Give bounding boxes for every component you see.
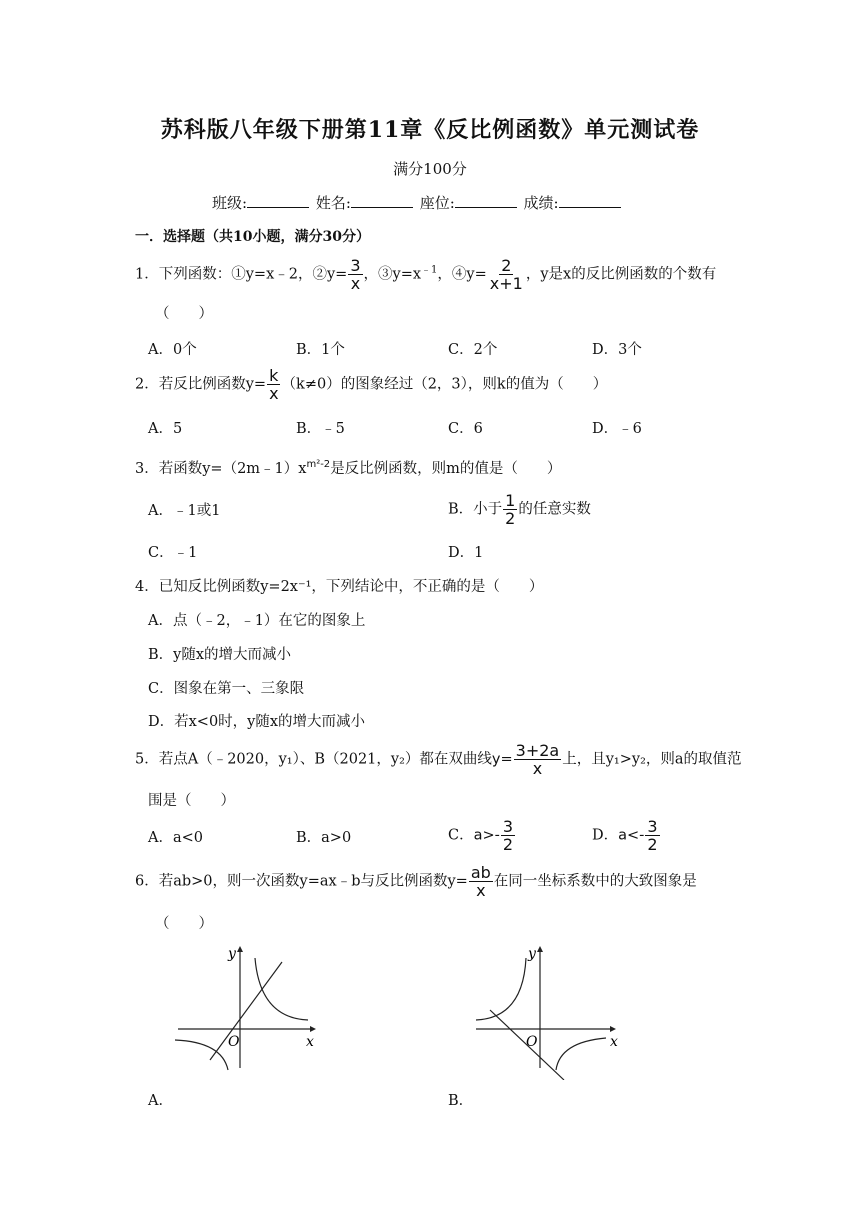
q5-opt-d-frac-num: 3 <box>647 817 658 836</box>
q3-text-a: 3．若函数y=（2m﹣1）x <box>135 461 307 477</box>
graph-b-y-arrow-icon <box>537 946 543 952</box>
graph-b-hyperbola-q4 <box>556 1038 606 1070</box>
graph-a-x-label: x <box>306 1034 314 1050</box>
q3-option-c[interactable]: C．﹣1 <box>148 545 198 561</box>
graph-a-origin-label: O <box>228 1034 240 1050</box>
q5-opt-c-frac-den: 2 <box>502 835 514 854</box>
q3-opt-b-fraction <box>503 492 517 527</box>
graph-b-hyperbola-q2 <box>476 958 526 1020</box>
q6-frac-den: x <box>476 881 486 900</box>
q6-paren: （ ） <box>155 916 213 932</box>
seat-label: 座位: <box>419 194 455 212</box>
q2-frac-den: x <box>269 384 279 403</box>
name-label: 姓名: <box>315 194 351 212</box>
q1-fraction-4 <box>488 257 525 292</box>
question-1-stem <box>135 257 716 292</box>
question-5-stem <box>135 742 742 777</box>
q3-opt-b-text-b: 的任意实数 <box>518 501 591 518</box>
score-blank <box>559 193 621 208</box>
q3-opt-b-frac-den: 2 <box>505 509 516 528</box>
graph-b-origin-label: O <box>526 1034 538 1050</box>
q5-opt-c-frac-num: 3 <box>502 817 514 836</box>
q6-option-b-label[interactable]: B． <box>448 1093 474 1109</box>
q6-fraction <box>469 864 493 899</box>
q1-option-a[interactable]: A．0个 <box>148 342 197 358</box>
q1-frac4-den: x+1 <box>489 274 523 293</box>
question-4-stem: 4．已知反比例函数y=2x⁻¹，下列结论中，不正确的是（ ） <box>135 579 544 595</box>
q1-frac2-num: 3 <box>350 256 361 275</box>
graph-a-hyperbola-q3 <box>175 1040 228 1070</box>
q6-option-a-label[interactable]: A． <box>148 1093 173 1109</box>
q3-exponent: m²-2 <box>306 459 331 471</box>
q6-graph-a[interactable] <box>170 940 330 1080</box>
q6-graph-b[interactable] <box>468 940 628 1080</box>
q1-func-1: y=x﹣2，② <box>245 266 327 283</box>
q5-text-a: 5．若点A（﹣2020，y₁）、B（2021，y₂）都在双曲线 <box>135 751 492 768</box>
class-blank <box>247 193 309 208</box>
q4-option-b[interactable]: B．y随x的增大而减小 <box>148 647 292 663</box>
page-subtitle: 满分100分 <box>393 160 467 178</box>
q1-frac2-den: x <box>350 274 361 293</box>
q5-frac-num: 3+2a <box>515 741 560 760</box>
q2-fraction <box>267 367 280 402</box>
question-6-stem <box>135 864 697 899</box>
q3-option-a[interactable]: A．﹣1或1 <box>148 503 221 519</box>
q1-text-a: 1．下列函数：① <box>135 266 246 283</box>
class-label: 班级: <box>212 194 248 212</box>
q2-option-a[interactable]: A．5 <box>148 421 183 437</box>
question-2-stem <box>135 367 607 402</box>
q5-option-d[interactable] <box>592 818 661 853</box>
q5-frac-lhs: y= <box>491 751 513 768</box>
graph-a-y-arrow-icon <box>237 946 243 952</box>
q1-fraction-2 <box>348 257 362 292</box>
q1-option-c[interactable]: C．2个 <box>448 342 498 358</box>
q4-option-a[interactable]: A．点（﹣2，﹣1）在它的图象上 <box>148 613 366 629</box>
q5-text-c: 围是（ ） <box>148 793 235 809</box>
q2-option-b[interactable]: B．﹣5 <box>296 421 345 437</box>
q6-text-a: 6．若ab>0，则一次函数y=ax﹣b与反比例函数y= <box>135 873 468 890</box>
q2-frac-num: k <box>269 366 279 385</box>
score-label: 成绩: <box>523 194 559 212</box>
q3-opt-b-text-a: B．小于 <box>448 501 503 518</box>
q1-option-b[interactable]: B．1个 <box>296 342 345 358</box>
q5-option-b[interactable]: B．a>0 <box>296 830 352 846</box>
q1-func-3: ，③y=x <box>363 266 422 283</box>
q1-f2-lhs: y= <box>326 266 348 283</box>
q5-frac-den: x <box>532 759 543 778</box>
q4-option-d[interactable]: D．若x<0时，y随x的增大而减小 <box>148 714 366 730</box>
graph-b-x-label: x <box>610 1034 618 1050</box>
q5-fraction <box>514 742 562 777</box>
graph-b-x-arrow-icon <box>610 1026 616 1032</box>
q1-frac4-num: 2 <box>501 256 512 275</box>
q5-text-b: 上，且y₁>y₂，则a的取值范 <box>562 751 742 768</box>
q5-opt-c-fraction <box>501 818 515 853</box>
q5-option-a[interactable]: A．a<0 <box>148 830 203 846</box>
q1-paren: （ ） <box>155 306 213 322</box>
question-3-stem <box>135 457 561 478</box>
graph-a-line <box>210 962 282 1060</box>
q2-text-a: 2．若反比例函数y= <box>135 376 267 393</box>
q3-opt-b-frac-num: 1 <box>505 491 516 510</box>
q2-option-d[interactable]: D．﹣6 <box>592 421 642 437</box>
q2-option-c[interactable]: C．6 <box>448 421 483 437</box>
q4-option-c[interactable]: C．图象在第一、三象限 <box>148 681 305 697</box>
q2-text-b: （k≠0）的图象经过（2，3），则k的值为（ ） <box>281 376 608 393</box>
q1-func-3-exp: ﹣1 <box>421 264 438 276</box>
q1-text-end: ，y是x的反比例函数的个数有 <box>525 266 717 283</box>
q5-opt-d-frac-den: 2 <box>647 835 658 854</box>
q3-text-b: 是反比例函数，则m的值是（ ） <box>330 461 562 477</box>
q1-func-4: ，④y= <box>437 266 487 283</box>
q6-frac-num: ab <box>470 863 491 882</box>
q6-text-b: 在同一坐标系数中的大致图象是 <box>493 873 697 890</box>
name-blank <box>351 193 413 208</box>
seat-blank <box>455 193 517 208</box>
q5-opt-d-fraction <box>645 818 659 853</box>
q3-option-b[interactable] <box>448 492 591 527</box>
q5-option-c[interactable] <box>448 818 516 853</box>
section-heading: 一．选择题（共10小题，满分30分） <box>135 229 370 245</box>
graph-a-hyperbola-q1 <box>255 958 308 1020</box>
page-title: 苏科版八年级下册第11章《反比例函数》单元测试卷 <box>160 117 700 143</box>
q5-opt-d-lhs: a<- <box>618 827 645 844</box>
q5-opt-d-label: D． <box>592 827 619 844</box>
q1-option-d[interactable]: D．3个 <box>592 342 642 358</box>
q5-opt-c-lhs: a>- <box>473 827 500 844</box>
graph-a-x-arrow-icon <box>310 1026 316 1032</box>
student-info-line <box>212 192 623 213</box>
graph-b-y-label: y <box>528 946 536 962</box>
graph-a-y-label: y <box>228 946 236 962</box>
q3-option-d[interactable]: D．1 <box>448 545 484 561</box>
q5-opt-c-label: C． <box>448 827 474 844</box>
